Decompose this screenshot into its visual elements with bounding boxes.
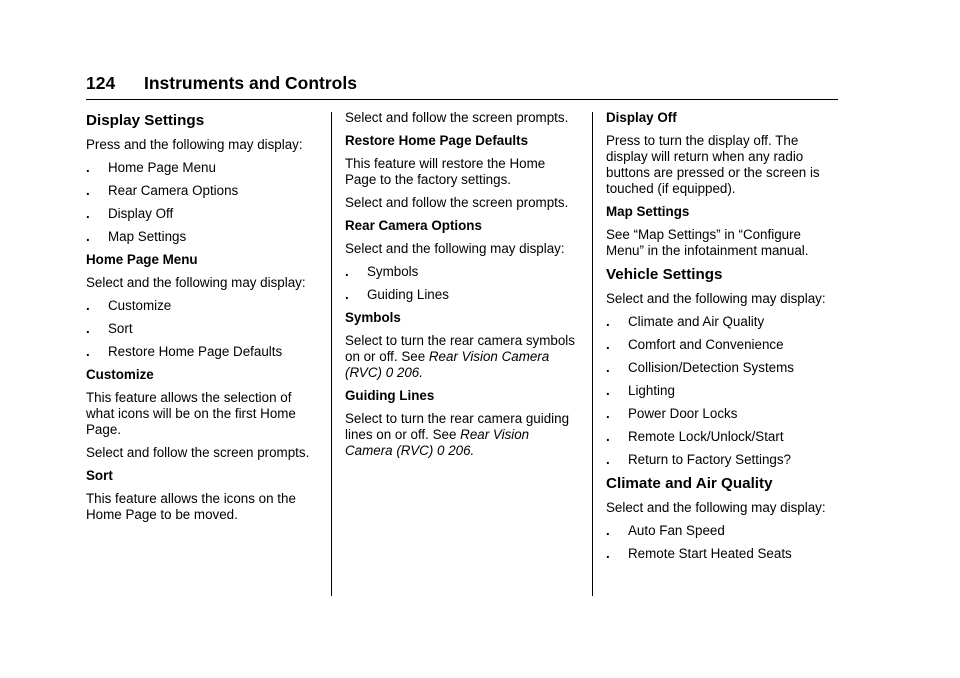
- display-settings-heading: Display Settings: [86, 112, 205, 129]
- bullet: .: [606, 523, 610, 538]
- bullet: .: [345, 287, 349, 302]
- list-item: . Remote Lock/Unlock/Start: [606, 429, 784, 444]
- list-item: . Sort: [86, 321, 133, 336]
- list-item: . Symbols: [345, 264, 419, 279]
- home-page-menu-intro: Select and the following may display:: [86, 275, 306, 290]
- bullet: .: [606, 452, 610, 467]
- column-1: [86, 110, 318, 530]
- list-item: . Return to Factory Settings?: [606, 452, 791, 467]
- list-item: . Guiding Lines: [345, 287, 449, 302]
- list-item: . Power Door Locks: [606, 406, 738, 421]
- section-title: Instruments and Controls: [144, 73, 357, 93]
- rear-camera-options-list: [345, 264, 577, 303]
- list-item: . Auto Fan Speed: [606, 523, 725, 538]
- list-item: . Customize: [86, 298, 172, 313]
- climate-list: [606, 523, 838, 562]
- page-reference-arrow-icon: 0: [385, 365, 394, 380]
- sort-body: This feature allows the icons on the Home Page to be moved.: [86, 491, 296, 522]
- symbols-heading: Symbols: [345, 310, 401, 325]
- guiding-lines-body: Select to turn the rear camera guiding lines on or off. See Rear Vision Camera (RVC) 0 206.: [345, 411, 570, 458]
- page-reference[interactable]: 206.: [448, 443, 475, 458]
- map-settings-heading: Map Settings: [606, 204, 690, 219]
- list-item: . Home Page Menu: [86, 160, 216, 175]
- display-off-heading: Display Off: [606, 110, 677, 125]
- bullet: .: [606, 337, 610, 352]
- vehicle-settings-list: [606, 314, 838, 468]
- restore-defaults-heading: Restore Home Page Defaults: [345, 133, 529, 148]
- bullet: .: [606, 314, 610, 329]
- rvc-reference-link[interactable]: Rear Vision Camera (RVC): [345, 427, 530, 458]
- page-reference[interactable]: 206.: [396, 365, 423, 380]
- vehicle-settings-heading: Vehicle Settings: [606, 266, 723, 283]
- restore-defaults-follow: Select and follow the screen prompts.: [345, 195, 569, 210]
- bullet: .: [606, 406, 610, 421]
- bullet: .: [86, 321, 90, 336]
- customize-body: This feature allows the selection of what icons will be on the first Home Page.: [86, 390, 296, 437]
- home-page-menu-list: [86, 298, 318, 360]
- vehicle-settings-intro: Select and the following may display:: [606, 291, 826, 306]
- sort-follow: Select and follow the screen prompts.: [345, 110, 569, 125]
- map-settings-body: See “Map Settings” in “Configure Menu” in the infotainment manual.: [606, 227, 809, 258]
- climate-intro: Select and the following may display:: [606, 500, 826, 515]
- bullet: .: [86, 229, 90, 244]
- bullet: .: [606, 360, 610, 375]
- bullet: .: [86, 298, 90, 313]
- display-off-body: Press to turn the display off. The display will return when any radio buttons are pressed or the screen is touched (if equipped).: [606, 133, 820, 196]
- list-item: . Display Off: [86, 206, 174, 221]
- bullet: .: [606, 429, 610, 444]
- column-2: [345, 110, 577, 466]
- customize-heading: Customize: [86, 367, 154, 382]
- home-page-menu-heading: Home Page Menu: [86, 252, 198, 267]
- page-reference-arrow-icon: 0: [437, 443, 445, 458]
- column-divider-1: [331, 112, 332, 596]
- page-header: [86, 70, 838, 100]
- display-settings-intro: Press and the following may display:: [86, 137, 303, 152]
- guiding-lines-heading: Guiding Lines: [345, 388, 435, 403]
- list-item: . Rear Camera Options: [86, 183, 239, 198]
- list-item: . Lighting: [606, 383, 675, 398]
- bullet: .: [606, 383, 610, 398]
- page-number: 124: [86, 73, 116, 93]
- climate-heading: Climate and Air Quality: [606, 475, 773, 492]
- rear-camera-options-heading: Rear Camera Options: [345, 218, 482, 233]
- bullet: .: [86, 344, 90, 359]
- column-divider-2: [592, 112, 593, 596]
- rvc-reference-link[interactable]: Rear Vision Camera (RVC): [345, 349, 550, 380]
- bullet: .: [345, 264, 349, 279]
- list-item: . Restore Home Page Defaults: [86, 344, 283, 359]
- bullet: .: [86, 183, 90, 198]
- customize-follow: Select and follow the screen prompts.: [86, 445, 310, 460]
- column-3: [606, 110, 838, 569]
- sort-heading: Sort: [86, 468, 113, 483]
- list-item: . Climate and Air Quality: [606, 314, 765, 329]
- display-settings-list: [86, 160, 318, 245]
- bullet: .: [86, 160, 90, 175]
- list-item: . Comfort and Convenience: [606, 337, 784, 352]
- list-item: . Remote Start Heated Seats: [606, 546, 792, 561]
- bullet: .: [86, 206, 90, 221]
- list-item: . Map Settings: [86, 229, 187, 244]
- symbols-body: Select to turn the rear camera symbols on or off. See Rear Vision Camera (RVC) 0 206.: [345, 333, 575, 380]
- bullet: .: [606, 546, 610, 561]
- restore-defaults-body: This feature will restore the Home Page to the factory settings.: [345, 156, 546, 187]
- list-item: . Collision/Detection Systems: [606, 360, 794, 375]
- rear-camera-options-intro: Select and the following may display:: [345, 241, 565, 256]
